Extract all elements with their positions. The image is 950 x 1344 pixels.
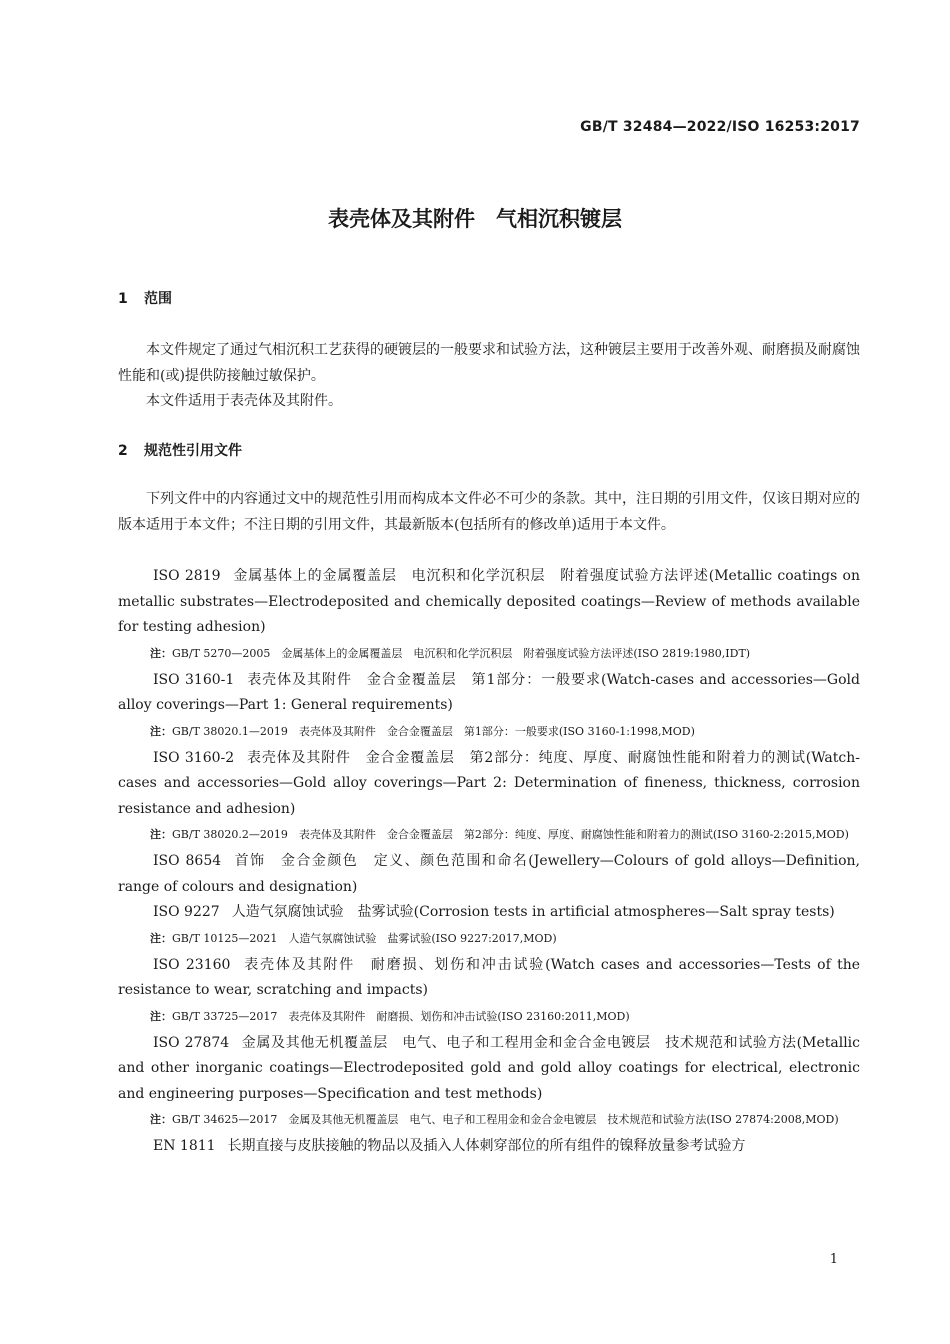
note-label: 注： xyxy=(150,1009,172,1023)
reference-note xyxy=(118,1109,860,1130)
reference-code: ISO 27874 xyxy=(153,1034,230,1051)
section-title: 规范性引用文件 xyxy=(144,443,242,459)
reference-text: 金属及其他无机覆盖层 电气、电子和工程用金和金合金电镀层 技术规范和试验方法(Metallic and other inorganic coatings—Electrodeposited gold and gold alloy coatings for electrical, electronic and engineering purposes—Specification and test methods) xyxy=(118,1034,860,1102)
note-text: GB/T 38020.1—2019 表壳体及其附件 金合金覆盖层 第1部分：一般要求(ISO 3160-1:1998,MOD) xyxy=(172,724,695,738)
note-text: GB/T 33725—2017 表壳体及其附件 耐磨损、划伤和冲击试验(ISO 23160:2011,MOD) xyxy=(172,1009,630,1023)
note-label: 注： xyxy=(150,931,172,945)
page-number: 1 xyxy=(829,1252,838,1267)
reference-text: 金属基体上的金属覆盖层 电沉积和化学沉积层 附着强度试验方法评述(Metallic coatings on metallic substrates—Electrodeposited and chemically deposited coatings—Review of methods available for testing adhesion) xyxy=(118,568,860,635)
paragraph: 本文件规定了通过气相沉积工艺获得的硬镀层的一般要求和试验方法，这种镀层主要用于改善外观、耐磨损及耐腐蚀性能和(或)提供防接触过敏保护。 xyxy=(118,342,860,384)
note-text: GB/T 34625—2017 金属及其他无机覆盖层 电气、电子和工程用金和金合金电镀层 技术规范和试验方法(ISO 27874:2008,MOD) xyxy=(172,1113,839,1126)
reference-code: ISO 8654 xyxy=(153,853,222,869)
reference-code: ISO 9227 xyxy=(153,904,220,920)
reference-list xyxy=(118,564,860,1160)
standard-code: GB/T 32484—2022/ISO 16253:2017 xyxy=(580,119,860,135)
reference-entry xyxy=(118,564,860,641)
reference-entry xyxy=(118,668,860,719)
reference-note xyxy=(118,824,860,845)
note-text: GB/T 10125—2021 人造气氛腐蚀试验 盐雾试验(ISO 9227:2017,MOD) xyxy=(172,931,557,945)
reference-text: 首饰 金合金颜色 定义、颜色范围和命名(Jewellery—Colours of gold alloys—Definition, range of colours and designation) xyxy=(118,853,860,895)
reference-entry xyxy=(118,1031,860,1108)
reference-entry xyxy=(118,1134,860,1160)
note-text: GB/T 38020.2—2019 表壳体及其附件 金合金覆盖层 第2部分：纯度、厚度、耐腐蚀性能和附着力的测试(ISO 3160-2:2015,MOD) xyxy=(172,828,849,841)
note-label: 注： xyxy=(150,646,172,660)
note-label: 注： xyxy=(150,828,172,841)
reference-note xyxy=(118,1006,860,1027)
reference-note xyxy=(118,928,860,949)
reference-text: 长期直接与皮肤接触的物品以及插入人体刺穿部位的所有组件的镍释放量参考试验方 xyxy=(227,1138,746,1154)
reference-note xyxy=(118,643,860,664)
reference-code: ISO 3160-1 xyxy=(153,671,235,688)
section-1-body xyxy=(118,338,860,415)
reference-text: 人造气氛腐蚀试验 盐雾试验(Corrosion tests in artificial atmospheres—Salt spray tests) xyxy=(231,904,835,920)
reference-code: ISO 2819 xyxy=(153,568,221,584)
reference-entry xyxy=(118,953,860,1004)
section-2-heading xyxy=(118,440,242,460)
note-label: 注： xyxy=(150,1113,172,1126)
reference-text: 表壳体及其附件 金合金覆盖层 第1部分：一般要求(Watch-cases and accessories—Gold alloy coverings—Part 1: General requirements) xyxy=(118,671,860,713)
reference-note xyxy=(118,721,860,742)
section-2-body xyxy=(118,487,860,538)
section-title: 范围 xyxy=(144,291,172,307)
paragraph: 下列文件中的内容通过文中的规范性引用而构成本文件必不可少的条款。其中，注日期的引用文件，仅该日期对应的版本适用于本文件；不注日期的引用文件，其最新版本(包括所有的修改单)适用于本文件。 xyxy=(118,491,860,533)
paragraph: 本文件适用于表壳体及其附件。 xyxy=(146,393,342,409)
reference-entry xyxy=(118,746,860,823)
reference-entry xyxy=(118,900,860,926)
section-number: 2 xyxy=(118,443,128,459)
reference-entry xyxy=(118,849,860,900)
section-number: 1 xyxy=(118,291,128,307)
reference-text: 表壳体及其附件 金合金覆盖层 第2部分：纯度、厚度、耐腐蚀性能和附着力的测试(Watch-cases and accessories—Gold alloy coverings—Part 2: Determination of fineness, thickness, corrosion resistance and adhesion) xyxy=(118,749,860,817)
reference-code: EN 1811 xyxy=(153,1138,216,1154)
section-1-heading xyxy=(118,288,172,308)
reference-code: ISO 23160 xyxy=(153,956,231,973)
reference-code: ISO 3160-2 xyxy=(153,749,235,766)
note-label: 注： xyxy=(150,724,172,738)
reference-text: 表壳体及其附件 耐磨损、划伤和冲击试验(Watch cases and accessories—Tests of the resistance to wear, scratching and impacts) xyxy=(118,956,860,998)
note-text: GB/T 5270—2005 金属基体上的金属覆盖层 电沉积和化学沉积层 附着强度试验方法评述(ISO 2819:1980,IDT) xyxy=(172,646,751,660)
document-title: 表壳体及其附件 气相沉积镀层 xyxy=(328,207,622,231)
